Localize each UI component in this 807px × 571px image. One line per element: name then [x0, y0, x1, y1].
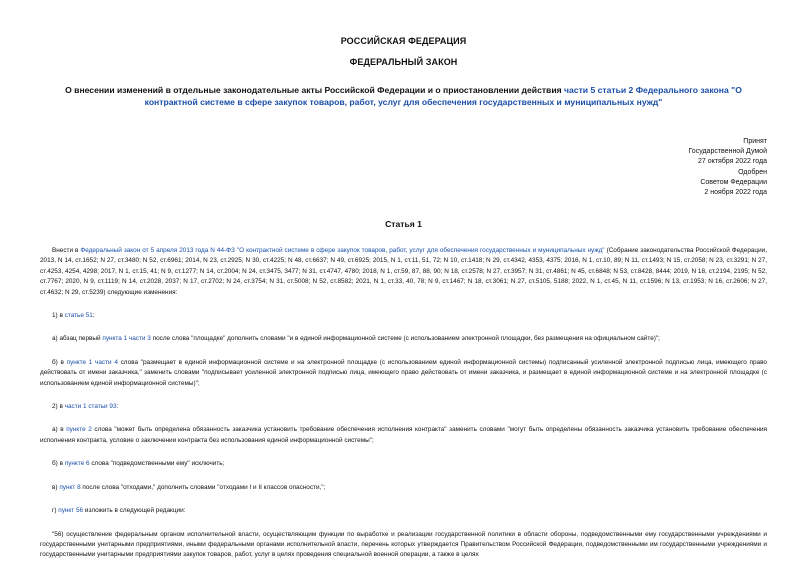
item2-c-post: после слова "отходами," дополнить словами "отходами I и II классов опасности,";	[80, 483, 326, 491]
item2-d-link[interactable]: пункт 56	[58, 507, 84, 515]
accepted-date: 27 октября 2022 года	[698, 158, 767, 166]
approved-by: Советом Федерации	[700, 178, 767, 186]
item2-a-link[interactable]: пункте 2	[66, 426, 92, 434]
item2-a-pre: а) в	[52, 426, 67, 434]
item2-a-post: слова "может быть определена обязанность заказчика установить требование обеспечения исполнения контракта" заменить словами "могут быть определены обязанность заказчика установить требование обеспечения исполнения контракта, условие о заключении контракта без использования единой информационной системы";	[40, 426, 768, 444]
accepted-label: Принят	[743, 138, 767, 145]
approved-date: 2 ноября 2022 года	[704, 189, 767, 197]
item1-head-post: :	[92, 312, 95, 320]
item2-b-pre: б) в	[52, 460, 65, 468]
adoption-block	[607, 137, 767, 198]
intro-text-1: Внести в	[52, 247, 81, 254]
item1-heading	[40, 311, 767, 321]
law-title-link[interactable]: части 5 статьи 2 Федерального закона "О контрактной системе в сфере закупок товаров, работ, услуг для обеспечения государственных и муниципальных нужд"	[144, 85, 742, 107]
item2-b	[40, 459, 767, 469]
item2-d	[40, 506, 767, 516]
item2-b-post: слова "подведомственными ему" исключить;	[89, 460, 225, 468]
item2-heading	[40, 402, 767, 412]
accepted-by: Государственной Думой	[688, 148, 767, 156]
item2-d-post: изложить в следующей редакции:	[83, 507, 186, 515]
intro-text-2: (Собрание законодательства Российской Федерации, 2013, N 14, ст.1652; N 27, ст.3480; N 52, ст.6961; 2014, N 23, ст.2925; N 30, ст.4225; N 48, ст.6637; N 49, ст.6925; 2015, N 1, ст.11, 51, 72; N 10, ст.1418; N 29, ст.4342, 4353, 4375; 2016, N 1, ст.10, 89; N 11, ст.1493; N 15, ст.2058; N 23, ст.3291; N 27, ст.4253, 4254, 4298; 2017, N 1, ст.15, 41; N 9, ст.1277; N 14, ст.2004; N 24, ст.3475, 3477; N 31, ст.4747, 4780; 2018, N 1, ст.59, 87, 88, 90; N 18, ст.2578; N 27, ст.3957; N 31, ст.4861; N 45, ст.6848; N 53, ст.8428, 8444; 2019, N 18, ст.2194, 2195; N 52, ст.7767; 2020, N 9, ст.1119; N 14, ст.2028, 2037; N 17, ст.2702; N 24, ст.3754; N 31, ст.5008; N 52, ст.8582; 2021, N 1, ст.33, 40, 78; N 9, ст.1467; N 18, ст.3061; N 27, ст.5105, 5188; 2022, N 1, ст.45, N 11, ст.1596; N 13, ст.1953; N 16, ст.2606; N 27, ст.4632; N 29, ст.5239) следующие изменения:	[40, 247, 767, 296]
item2-head-post: :	[116, 403, 119, 411]
country-heading: РОССИЙСКАЯ ФЕДЕРАЦИЯ	[340, 36, 467, 46]
item1-b-link[interactable]: пункте 1 части 4	[66, 358, 118, 366]
item1-a	[40, 334, 767, 344]
item1-head-pre: 1) в	[52, 312, 65, 320]
doc-type-heading: ФЕДЕРАЛЬНЫЙ ЗАКОН	[349, 57, 458, 67]
law-title	[40, 84, 767, 108]
article-93-link[interactable]: части 1 статьи 93	[64, 403, 117, 411]
intro-paragraph	[40, 246, 767, 298]
item1-a-link[interactable]: пункта 1 части 3	[102, 335, 151, 343]
item1-b	[40, 358, 767, 389]
item1-b-post: слова "размещает в единой информационной системе и на электронной площадке (с использованием единой информационной системы) подписанный усиленной электронной подписью лица, имеющего право действовать от имени заказчика," заменить словами "подписывает усиленной электронной подписью лица, имеющего право действовать от имени заказчика, и размещает в единой информационной системе и на электронной площадке (с использованием единой информационной системы)";	[40, 358, 767, 387]
item2-a	[40, 425, 767, 446]
article-body	[40, 246, 767, 561]
item1-b-pre: б) в	[52, 358, 67, 366]
item2-d-pre: г)	[52, 507, 59, 515]
approved-label: Одобрен	[738, 168, 767, 176]
item2-c-link[interactable]: пункт 8	[59, 483, 81, 491]
item1-a-post: после слова "площадке" дополнить словами "и в единой информационной системе (с использованием электронной площадки, без размещения на официальном сайте)";	[150, 335, 660, 343]
item2-b-link[interactable]: пункте 6	[64, 460, 90, 468]
item2-quote: "56) осуществление федеральным органом исполнительной власти, осуществляющим функции по выработке и реализации государственной политики в области обороны, подведомственными ему государственными учреждениями и государственными унитарными предприятиями, иными федеральными органами исполнительной власти, перечень которых утверждается Правительством Российской Федерации, подведомственными им государственными учреждениями и государственными унитарными предприятиями закупок товаров, работ, услуг в целях проведения специальной военной операции, а также в целях	[40, 530, 767, 559]
item2-c-pre: в)	[52, 483, 60, 491]
article-51-link[interactable]: статье 51	[64, 312, 93, 320]
item2-head-pre: 2) в	[52, 403, 65, 411]
federal-law-link[interactable]: Федеральный закон от 5 апреля 2013 года N 44-ФЗ "О контрактной системе в сфере закупок товаров, работ, услуг для обеспечения государственных и муниципальных нужд"	[80, 247, 605, 254]
law-title-text: О внесении изменений в отдельные законодательные акты Российской Федерации и о приостановлении действия	[65, 85, 565, 95]
item1-a-pre: а) абзац первый	[52, 335, 103, 343]
article-heading: Статья 1	[385, 219, 422, 229]
item2-c	[40, 483, 767, 493]
